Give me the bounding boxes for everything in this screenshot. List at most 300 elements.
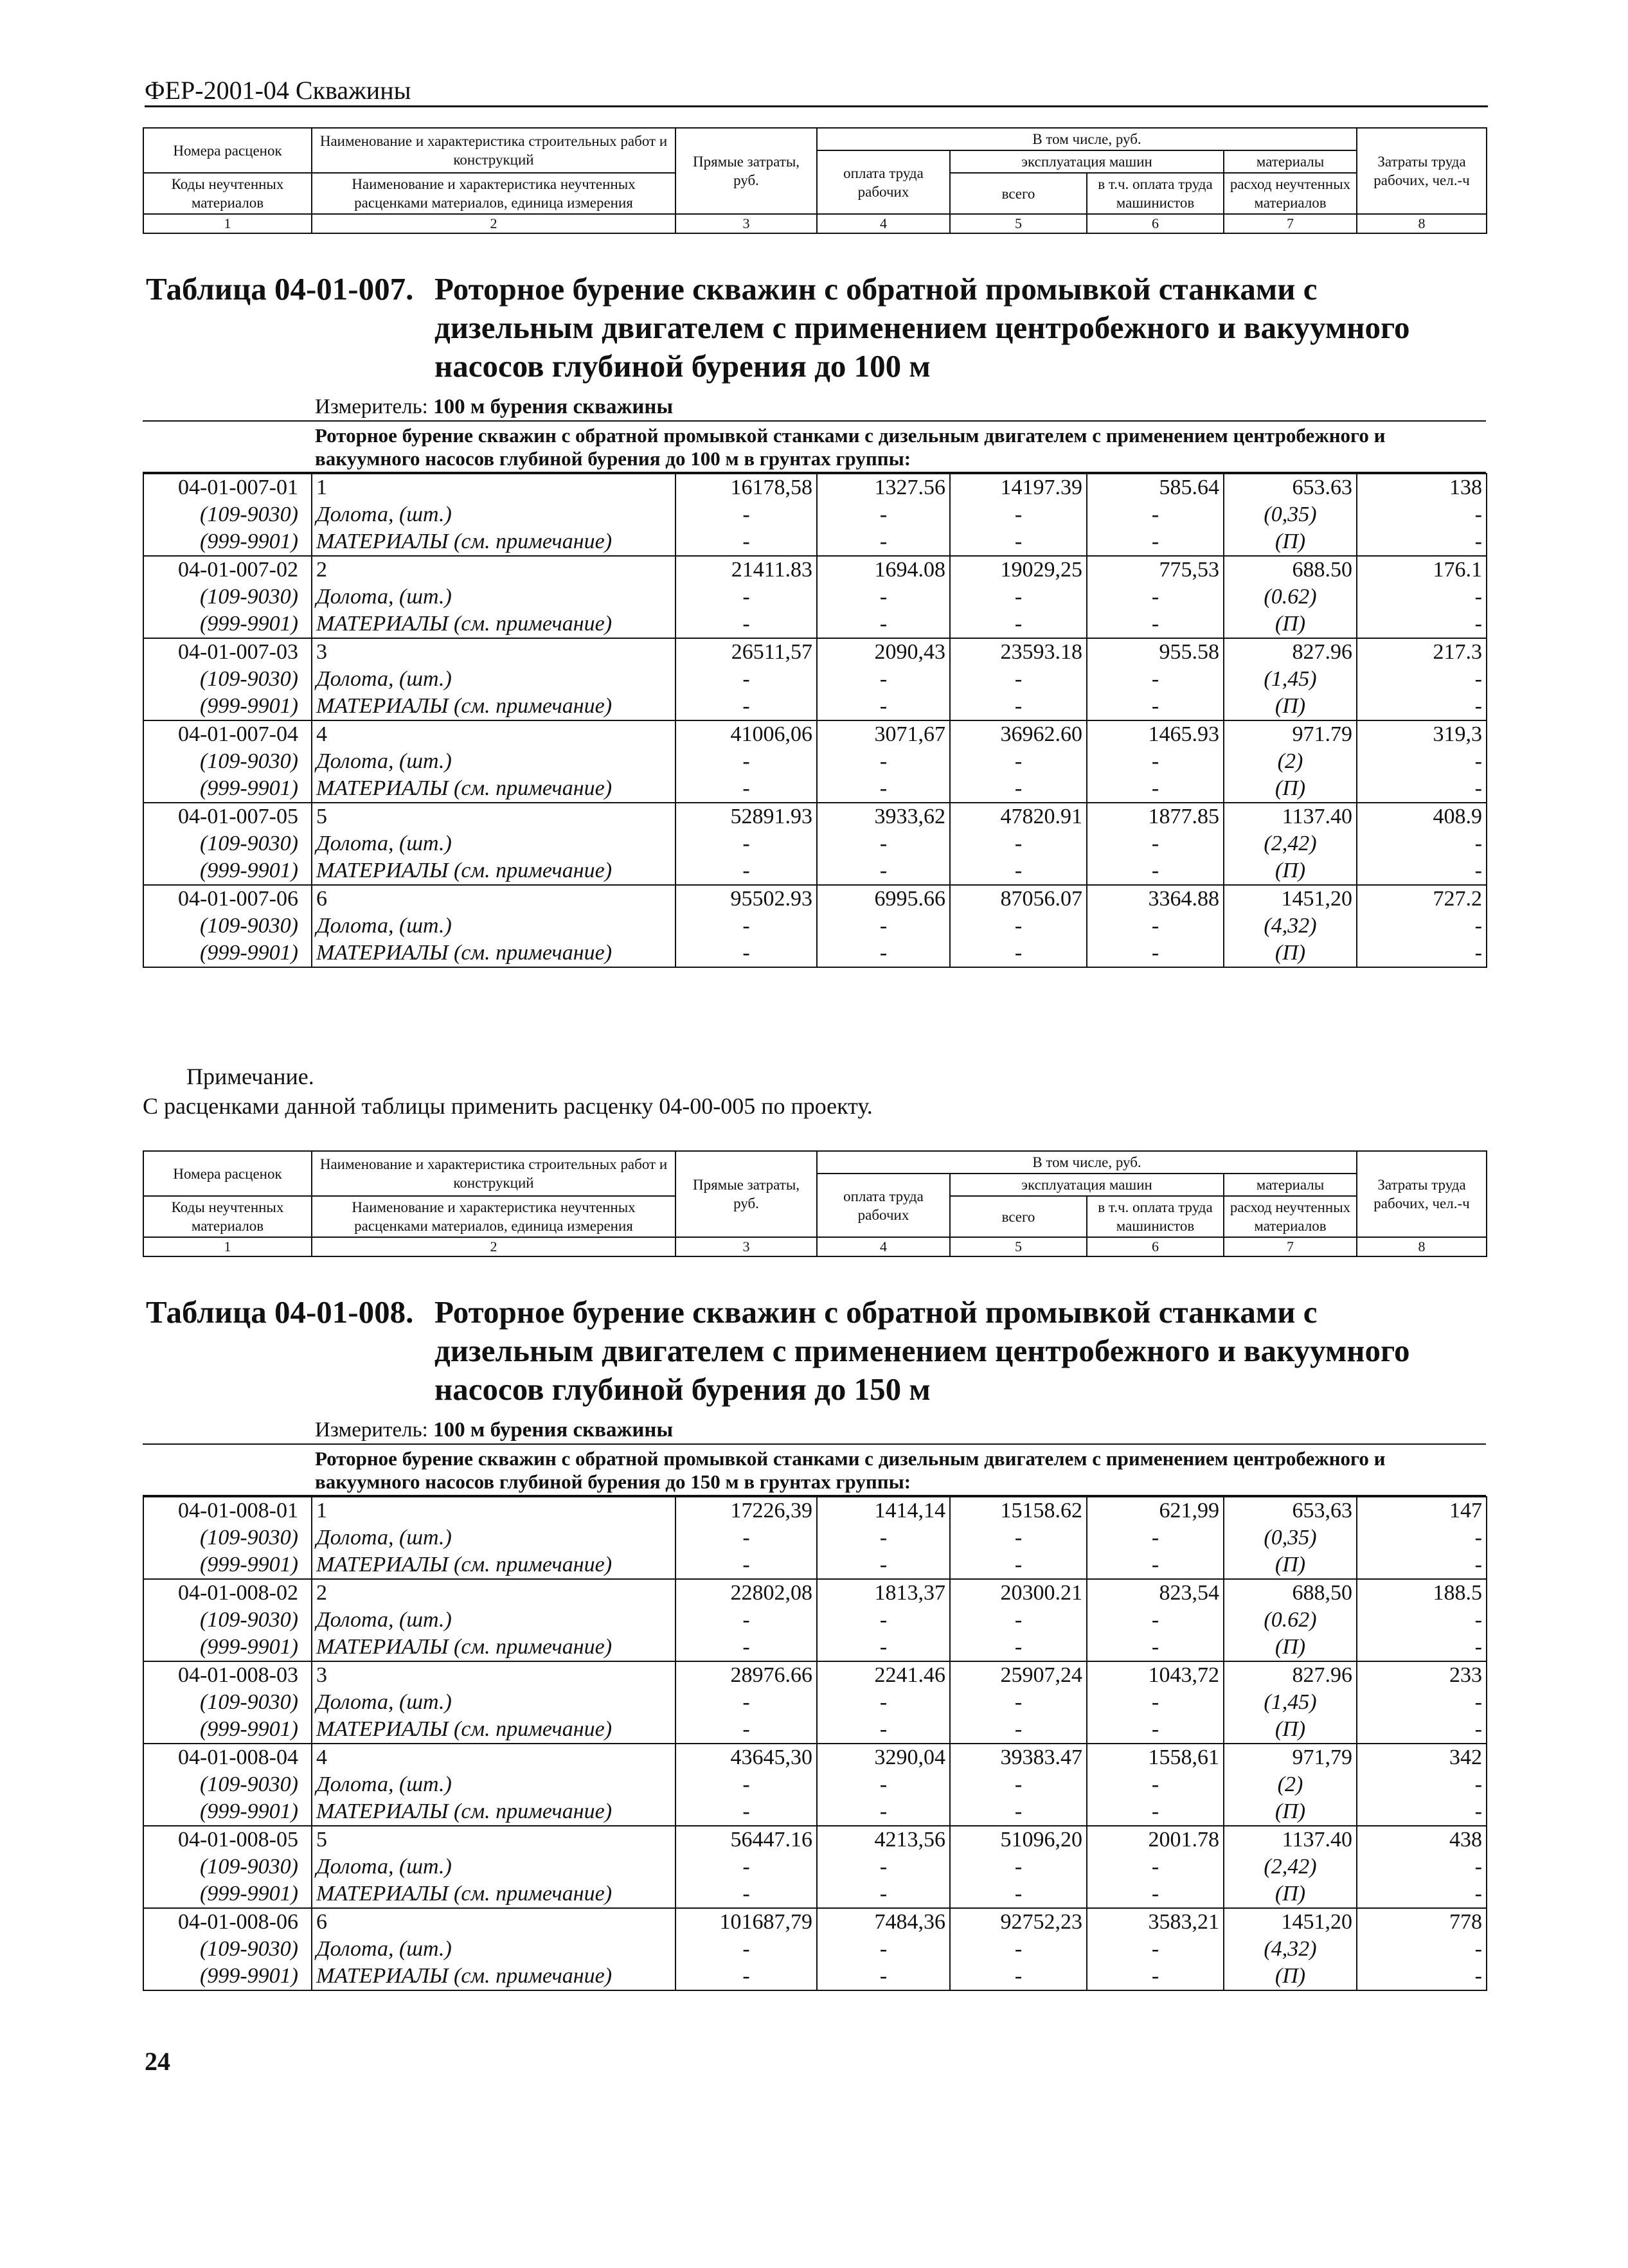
col-machine-ops: эксплуатация машин <box>950 150 1224 173</box>
col-num: 5 <box>950 214 1087 233</box>
dash: - <box>950 501 1087 528</box>
col-material-usage: расход неучтенных материалов <box>1224 173 1357 214</box>
dash: - <box>675 857 817 885</box>
material-name: МАТЕРИАЛЫ (см. примечание) <box>312 940 675 967</box>
material-qty: (П) <box>1224 1880 1357 1908</box>
soil-group: 5 <box>312 803 675 830</box>
col-including: В том числе, руб. <box>817 1151 1357 1174</box>
dash: - <box>675 666 817 693</box>
table-row <box>143 1826 1487 1853</box>
material-code: (999-9901) <box>143 1798 312 1826</box>
material-code: (109-9030) <box>143 748 312 775</box>
dash: - <box>675 1936 817 1963</box>
material-name: Долота, (шт.) <box>312 1771 675 1798</box>
material-qty: (П) <box>1224 1798 1357 1826</box>
col-material-usage: расход неучтенных материалов <box>1224 1196 1357 1237</box>
table-row <box>143 528 1487 556</box>
dash: - <box>1357 1689 1487 1716</box>
dash: - <box>675 1716 817 1744</box>
machine-total: 87056.07 <box>950 885 1087 913</box>
rates-table <box>143 1496 1487 1991</box>
rate-code: 04-01-008-01 <box>143 1497 312 1524</box>
operator-pay: 585.64 <box>1087 474 1224 501</box>
col-direct-costs: Прямые затраты, руб. <box>675 1151 817 1237</box>
column-header-1 <box>143 127 1487 234</box>
dash: - <box>817 857 950 885</box>
table-row <box>143 1689 1487 1716</box>
material-name: МАТЕРИАЛЫ (см. примечание) <box>312 1880 675 1908</box>
machine-total: 51096,20 <box>950 1826 1087 1853</box>
machine-total: 23593.18 <box>950 638 1087 666</box>
page-number: 24 <box>145 2047 170 2076</box>
material-qty: (П) <box>1224 693 1357 720</box>
dash: - <box>675 830 817 857</box>
soil-group: 4 <box>312 1744 675 1771</box>
table-title <box>143 270 1486 386</box>
dash: - <box>1087 1607 1224 1634</box>
material-name: Долота, (шт.) <box>312 1607 675 1634</box>
material-qty: (П) <box>1224 528 1357 556</box>
dash: - <box>817 1607 950 1634</box>
dash: - <box>1357 1607 1487 1634</box>
table-row <box>143 1551 1487 1579</box>
material-name: МАТЕРИАЛЫ (см. примечание) <box>312 1551 675 1579</box>
col-num: 7 <box>1224 1237 1357 1256</box>
material-code: (999-9901) <box>143 528 312 556</box>
labor-hours: 188.5 <box>1357 1579 1487 1607</box>
machine-total: 25907,24 <box>950 1661 1087 1689</box>
dash: - <box>1357 1634 1487 1661</box>
rate-code: 04-01-007-05 <box>143 803 312 830</box>
direct-costs: 17226,39 <box>675 1497 817 1524</box>
dash: - <box>1087 584 1224 611</box>
material-qty: (2) <box>1224 1771 1357 1798</box>
machine-total: 47820.91 <box>950 803 1087 830</box>
dash: - <box>1087 611 1224 638</box>
col-num: 6 <box>1087 1237 1224 1256</box>
dash: - <box>1357 1963 1487 1990</box>
col-num: 8 <box>1357 1237 1487 1256</box>
dash: - <box>817 1798 950 1826</box>
material-code: (109-9030) <box>143 1853 312 1880</box>
col-work-name: Наименование и характеристика строительных работ и конструкций <box>312 1151 675 1196</box>
rate-code: 04-01-008-02 <box>143 1579 312 1607</box>
labor-pay: 3290,04 <box>817 1744 950 1771</box>
dash: - <box>1087 693 1224 720</box>
dash: - <box>1357 913 1487 940</box>
machine-total: 39383.47 <box>950 1744 1087 1771</box>
rate-code: 04-01-007-03 <box>143 638 312 666</box>
direct-costs: 28976.66 <box>675 1661 817 1689</box>
dash: - <box>1357 748 1487 775</box>
rates-body <box>143 474 1487 967</box>
materials-cost: 1137.40 <box>1224 1826 1357 1853</box>
soil-group: 1 <box>312 474 675 501</box>
labor-pay: 6995.66 <box>817 885 950 913</box>
material-qty: (1,45) <box>1224 1689 1357 1716</box>
dash: - <box>950 1798 1087 1826</box>
dash: - <box>950 1853 1087 1880</box>
materials-cost: 971,79 <box>1224 1744 1357 1771</box>
table-row <box>143 638 1487 666</box>
dash: - <box>1087 913 1224 940</box>
table-row <box>143 1936 1487 1963</box>
dash: - <box>1357 1551 1487 1579</box>
col-num: 4 <box>817 214 950 233</box>
dash: - <box>1357 857 1487 885</box>
direct-costs: 52891.93 <box>675 803 817 830</box>
dash: - <box>950 1607 1087 1634</box>
page-header: ФЕР-2001-04 Скважины <box>145 76 1488 107</box>
material-code: (999-9901) <box>143 857 312 885</box>
operator-pay: 3364.88 <box>1087 885 1224 913</box>
table-row <box>143 474 1487 501</box>
dash: - <box>950 584 1087 611</box>
dash: - <box>817 775 950 803</box>
operator-pay: 1043,72 <box>1087 1661 1224 1689</box>
operator-pay: 1877.85 <box>1087 803 1224 830</box>
dash: - <box>1357 1798 1487 1826</box>
material-code: (109-9030) <box>143 1607 312 1634</box>
col-work-name: Наименование и характеристика строительных работ и конструкций <box>312 128 675 173</box>
soil-group: 6 <box>312 885 675 913</box>
unit-of-measure <box>143 393 1486 422</box>
dash: - <box>817 1853 950 1880</box>
labor-hours: 342 <box>1357 1744 1487 1771</box>
dash: - <box>817 1634 950 1661</box>
material-qty: (П) <box>1224 1963 1357 1990</box>
dash: - <box>817 666 950 693</box>
dash: - <box>1357 584 1487 611</box>
soil-group: 6 <box>312 1908 675 1936</box>
machine-total: 14197.39 <box>950 474 1087 501</box>
col-rate-number: Номера расценок <box>143 128 312 173</box>
table-row <box>143 803 1487 830</box>
dash: - <box>675 1607 817 1634</box>
table-row <box>143 501 1487 528</box>
material-qty: (П) <box>1224 940 1357 967</box>
materials-cost: 688.50 <box>1224 556 1357 584</box>
material-name: Долота, (шт.) <box>312 1689 675 1716</box>
material-qty: (П) <box>1224 857 1357 885</box>
col-material-names: Наименование и характеристика неучтенных расценками материалов, единица измерения <box>312 173 675 214</box>
material-code: (999-9901) <box>143 1551 312 1579</box>
dash: - <box>1357 1853 1487 1880</box>
dash: - <box>675 748 817 775</box>
material-qty: (П) <box>1224 775 1357 803</box>
operator-pay: 3583,21 <box>1087 1908 1224 1936</box>
col-materials: материалы <box>1224 150 1357 173</box>
labor-hours: 319,3 <box>1357 720 1487 748</box>
dash: - <box>1357 501 1487 528</box>
materials-cost: 653,63 <box>1224 1497 1357 1524</box>
dash: - <box>1357 1771 1487 1798</box>
dash: - <box>817 1963 950 1990</box>
table-row <box>143 885 1487 913</box>
dash: - <box>1357 666 1487 693</box>
col-num: 2 <box>312 1237 675 1256</box>
dash: - <box>817 940 950 967</box>
direct-costs: 41006,06 <box>675 720 817 748</box>
soil-group: 1 <box>312 1497 675 1524</box>
material-name: МАТЕРИАЛЫ (см. примечание) <box>312 775 675 803</box>
dash: - <box>1087 1524 1224 1551</box>
material-code: (999-9901) <box>143 1963 312 1990</box>
materials-cost: 827.96 <box>1224 638 1357 666</box>
soil-group: 3 <box>312 1661 675 1689</box>
table-row <box>143 556 1487 584</box>
dash: - <box>1087 1798 1224 1826</box>
table-row <box>143 611 1487 638</box>
material-code: (999-9901) <box>143 611 312 638</box>
machine-total: 20300.21 <box>950 1579 1087 1607</box>
table-row <box>143 1661 1487 1689</box>
dash: - <box>950 913 1087 940</box>
table-row <box>143 1771 1487 1798</box>
dash: - <box>950 1771 1087 1798</box>
table-row <box>143 857 1487 885</box>
labor-hours: 217.3 <box>1357 638 1487 666</box>
unit-of-measure <box>143 1416 1486 1445</box>
dash: - <box>675 1798 817 1826</box>
column-header-2 <box>143 1150 1487 1257</box>
labor-hours: 727.2 <box>1357 885 1487 913</box>
dash: - <box>950 1936 1087 1963</box>
dash: - <box>1087 1689 1224 1716</box>
col-num: 5 <box>950 1237 1087 1256</box>
labor-pay: 3933,62 <box>817 803 950 830</box>
soil-group: 3 <box>312 638 675 666</box>
material-name: Долота, (шт.) <box>312 830 675 857</box>
material-qty: (4,32) <box>1224 913 1357 940</box>
table-row <box>143 913 1487 940</box>
note-title: Примечание. <box>186 1064 314 1089</box>
material-qty: (2,42) <box>1224 1853 1357 1880</box>
material-code: (109-9030) <box>143 1771 312 1798</box>
table-row <box>143 666 1487 693</box>
material-name: МАТЕРИАЛЫ (см. примечание) <box>312 1798 675 1826</box>
material-name: МАТЕРИАЛЫ (см. примечание) <box>312 611 675 638</box>
dash: - <box>950 693 1087 720</box>
dash: - <box>1087 1936 1224 1963</box>
dash: - <box>1357 940 1487 967</box>
dash: - <box>1357 611 1487 638</box>
table-block-1 <box>143 127 1486 968</box>
dash: - <box>675 913 817 940</box>
material-qty: (2,42) <box>1224 830 1357 857</box>
table-title-text: Роторное бурение скважин с обратной промывкой станками с дизельным двигателем с применением центробежного и вакуумного насосов глубиной бурения до 150 м <box>434 1294 1410 1407</box>
table-row <box>143 1744 1487 1771</box>
dash: - <box>817 1689 950 1716</box>
table-title <box>143 1293 1486 1409</box>
col-machine-total: всего <box>950 1196 1087 1237</box>
dash: - <box>950 666 1087 693</box>
operator-pay: 955.58 <box>1087 638 1224 666</box>
col-labor-pay: оплата труда рабочих <box>817 1174 950 1237</box>
direct-costs: 101687,79 <box>675 1908 817 1936</box>
dash: - <box>1357 528 1487 556</box>
dash: - <box>1357 1936 1487 1963</box>
col-including: В том числе, руб. <box>817 128 1357 150</box>
material-code: (109-9030) <box>143 1936 312 1963</box>
dash: - <box>675 1853 817 1880</box>
dash: - <box>817 1771 950 1798</box>
material-code: (999-9901) <box>143 1716 312 1744</box>
dash: - <box>817 1880 950 1908</box>
materials-cost: 688,50 <box>1224 1579 1357 1607</box>
col-num: 8 <box>1357 214 1487 233</box>
dash: - <box>950 528 1087 556</box>
col-num: 1 <box>143 214 312 233</box>
col-num: 3 <box>675 214 817 233</box>
material-qty: (П) <box>1224 1551 1357 1579</box>
labor-hours: 408.9 <box>1357 803 1487 830</box>
dash: - <box>1357 830 1487 857</box>
material-code: (999-9901) <box>143 693 312 720</box>
material-name: МАТЕРИАЛЫ (см. примечание) <box>312 857 675 885</box>
dash: - <box>1087 1880 1224 1908</box>
col-machine-total: всего <box>950 173 1087 214</box>
dash: - <box>1087 1716 1224 1744</box>
dash: - <box>950 1524 1087 1551</box>
table-row <box>143 1579 1487 1607</box>
col-material-codes: Коды неучтенных материалов <box>143 1196 312 1237</box>
material-code: (109-9030) <box>143 1524 312 1551</box>
dash: - <box>1087 666 1224 693</box>
dash: - <box>817 830 950 857</box>
dash: - <box>1087 528 1224 556</box>
table-row <box>143 748 1487 775</box>
labor-hours: 147 <box>1357 1497 1487 1524</box>
material-name: МАТЕРИАЛЫ (см. примечание) <box>312 528 675 556</box>
material-qty: (2) <box>1224 748 1357 775</box>
rate-code: 04-01-007-01 <box>143 474 312 501</box>
material-qty: (П) <box>1224 611 1357 638</box>
col-labor-hours: Затраты труда рабочих, чел.-ч <box>1357 1151 1487 1237</box>
labor-hours: 438 <box>1357 1826 1487 1853</box>
dash: - <box>1087 940 1224 967</box>
dash: - <box>817 913 950 940</box>
dash: - <box>1087 830 1224 857</box>
dash: - <box>950 611 1087 638</box>
material-code: (109-9030) <box>143 584 312 611</box>
table-row <box>143 720 1487 748</box>
rates-body <box>143 1497 1487 1990</box>
operator-pay: 775,53 <box>1087 556 1224 584</box>
dash: - <box>1087 1771 1224 1798</box>
rate-code: 04-01-008-05 <box>143 1826 312 1853</box>
soil-group: 2 <box>312 1579 675 1607</box>
table-row <box>143 1908 1487 1936</box>
dash: - <box>817 1936 950 1963</box>
direct-costs: 26511,57 <box>675 638 817 666</box>
table-title-text: Роторное бурение скважин с обратной промывкой станками с дизельным двигателем с применением центробежного и вакуумного насосов глубиной бурения до 100 м <box>434 271 1410 384</box>
unit-value: 100 м бурения скважины <box>433 1418 674 1442</box>
dash: - <box>817 501 950 528</box>
dash: - <box>1087 1963 1224 1990</box>
operator-pay: 1558,61 <box>1087 1744 1224 1771</box>
material-code: (109-9030) <box>143 501 312 528</box>
rate-code: 04-01-007-06 <box>143 885 312 913</box>
rate-code: 04-01-007-02 <box>143 556 312 584</box>
operator-pay: 823,54 <box>1087 1579 1224 1607</box>
col-operator-pay: в т.ч. оплата труда машинистов <box>1087 1196 1224 1237</box>
dash: - <box>950 857 1087 885</box>
col-labor-pay: оплата труда рабочих <box>817 150 950 214</box>
dash: - <box>950 1634 1087 1661</box>
dash: - <box>675 1551 817 1579</box>
dash: - <box>1087 775 1224 803</box>
rate-code: 04-01-008-06 <box>143 1908 312 1936</box>
dash: - <box>675 1634 817 1661</box>
operator-pay: 621,99 <box>1087 1497 1224 1524</box>
dash: - <box>675 940 817 967</box>
table-row <box>143 1634 1487 1661</box>
dash: - <box>1357 693 1487 720</box>
col-num: 3 <box>675 1237 817 1256</box>
material-code: (109-9030) <box>143 1689 312 1716</box>
dash: - <box>950 830 1087 857</box>
dash: - <box>1357 1880 1487 1908</box>
dash: - <box>817 528 950 556</box>
labor-hours: 138 <box>1357 474 1487 501</box>
col-direct-costs: Прямые затраты, руб. <box>675 128 817 214</box>
material-qty: (П) <box>1224 1634 1357 1661</box>
material-name: Долота, (шт.) <box>312 501 675 528</box>
materials-cost: 653.63 <box>1224 474 1357 501</box>
table-row <box>143 1607 1487 1634</box>
material-qty: (1,45) <box>1224 666 1357 693</box>
operator-pay: 2001.78 <box>1087 1826 1224 1853</box>
materials-cost: 1137.40 <box>1224 803 1357 830</box>
table-row <box>143 1880 1487 1908</box>
dash: - <box>675 584 817 611</box>
labor-pay: 1327.56 <box>817 474 950 501</box>
labor-hours: 778 <box>1357 1908 1487 1936</box>
direct-costs: 16178,58 <box>675 474 817 501</box>
direct-costs: 21411.83 <box>675 556 817 584</box>
dash: - <box>675 1524 817 1551</box>
machine-total: 15158.62 <box>950 1497 1087 1524</box>
table-row <box>143 1497 1487 1524</box>
table-title-number: Таблица 04-01-008. <box>146 1294 414 1330</box>
col-rate-number: Номера расценок <box>143 1151 312 1196</box>
dash: - <box>675 775 817 803</box>
col-machine-ops: эксплуатация машин <box>950 1174 1224 1196</box>
dash: - <box>950 1551 1087 1579</box>
col-labor-hours: Затраты труда рабочих, чел.-ч <box>1357 128 1487 214</box>
table-title-number: Таблица 04-01-007. <box>146 271 414 307</box>
direct-costs: 43645,30 <box>675 1744 817 1771</box>
dash: - <box>817 1524 950 1551</box>
material-code: (999-9901) <box>143 940 312 967</box>
material-name: Долота, (шт.) <box>312 666 675 693</box>
soil-group: 4 <box>312 720 675 748</box>
dash: - <box>675 693 817 720</box>
col-materials: материалы <box>1224 1174 1357 1196</box>
material-code: (999-9901) <box>143 1880 312 1908</box>
dash: - <box>817 1716 950 1744</box>
dash: - <box>1087 501 1224 528</box>
dash: - <box>675 1880 817 1908</box>
note-text: С расценками данной таблицы применить расценку 04-00-005 по проекту. <box>143 1093 873 1119</box>
labor-hours: 176.1 <box>1357 556 1487 584</box>
dash: - <box>675 1689 817 1716</box>
material-name: Долота, (шт.) <box>312 913 675 940</box>
labor-pay: 2090,43 <box>817 638 950 666</box>
table-row <box>143 830 1487 857</box>
col-num: 7 <box>1224 214 1357 233</box>
